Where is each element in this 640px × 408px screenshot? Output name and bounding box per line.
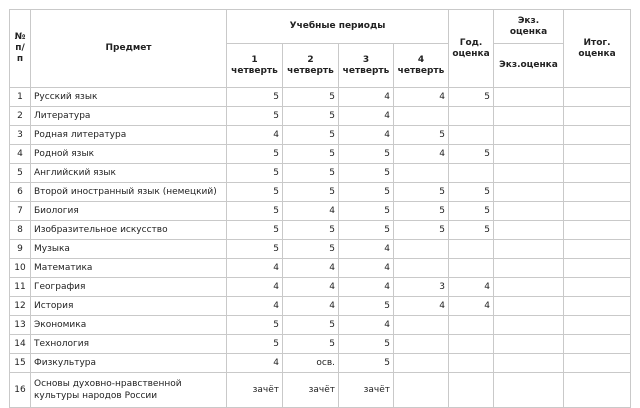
quarter-3-grade: 5 [339,164,394,183]
quarter-1-grade: 5 [227,202,283,221]
quarter-2-grade: 4 [283,202,339,221]
subject-cell: Второй иностранный язык (немецкий) [31,183,227,202]
year-grade: 4 [449,297,494,316]
exam-grade [494,164,564,183]
final-grade [564,164,631,183]
year-grade [449,107,494,126]
quarter-2-grade: 5 [283,240,339,259]
quarter-1-grade: 5 [227,240,283,259]
exam-grade [494,297,564,316]
year-grade: 5 [449,88,494,107]
year-grade [449,373,494,408]
quarter-2-grade: 4 [283,297,339,316]
final-grade-header: Итог. оценка [564,10,631,88]
quarter-1-grade: 5 [227,145,283,164]
table-row [10,145,631,164]
quarter-1-grade: 4 [227,354,283,373]
quarter-3-grade: 4 [339,240,394,259]
table-row [10,126,631,145]
quarter-4-grade [394,164,449,183]
quarter-3-grade: 4 [339,259,394,278]
quarter-2-grade: 5 [283,221,339,240]
subject-cell: География [31,278,227,297]
quarter-4-grade [394,373,449,408]
row-number: 10 [10,259,31,278]
final-grade [564,88,631,107]
table-row [10,278,631,297]
quarter-2-grade: 5 [283,107,339,126]
quarter-3-grade: 4 [339,278,394,297]
quarter-4-grade: 4 [394,297,449,316]
quarter-2-grade: 5 [283,335,339,354]
row-number: 9 [10,240,31,259]
quarter-3-grade: 4 [339,88,394,107]
quarter-4-grade: 5 [394,183,449,202]
year-grade: 4 [449,278,494,297]
year-grade [449,316,494,335]
year-grade [449,354,494,373]
table-row [10,240,631,259]
row-number: 13 [10,316,31,335]
quarter-4-grade: 4 [394,145,449,164]
table-row [10,335,631,354]
quarter-3-grade: 4 [339,316,394,335]
quarter-4-grade: 5 [394,126,449,145]
row-number: 7 [10,202,31,221]
final-grade [564,373,631,408]
final-grade [564,107,631,126]
final-grade [564,297,631,316]
quarter-1-grade: 5 [227,107,283,126]
quarter-4-grade: 5 [394,202,449,221]
num-header: № п/ п [10,10,31,88]
exam-grade [494,126,564,145]
exam-grade [494,354,564,373]
subject-cell: Математика [31,259,227,278]
quarter-3-grade: 4 [339,107,394,126]
quarter-2-grade: 5 [283,145,339,164]
final-grade [564,278,631,297]
quarter-2-grade: 5 [283,316,339,335]
quarter-1-grade: 5 [227,183,283,202]
row-number: 11 [10,278,31,297]
subject-cell: Русский язык [31,88,227,107]
final-grade [564,126,631,145]
exam-grade [494,221,564,240]
subject-cell: Биология [31,202,227,221]
quarter-2-grade: осв. [283,354,339,373]
exam-grade [494,183,564,202]
year-grade [449,164,494,183]
year-grade: 5 [449,221,494,240]
quarter-1-grade: 5 [227,164,283,183]
year-grade [449,126,494,145]
row-number: 5 [10,164,31,183]
quarter-3-grade: 5 [339,335,394,354]
quarter-4-grade [394,335,449,354]
exam-grade-header: Экз. оценка [494,10,564,44]
table-row [10,373,631,408]
final-grade [564,221,631,240]
exam-grade [494,145,564,164]
quarter-1-grade: 5 [227,335,283,354]
table-row [10,259,631,278]
table-row [10,107,631,126]
year-grade: 5 [449,202,494,221]
quarter-1-grade: 4 [227,126,283,145]
exam-grade [494,88,564,107]
quarter-3-grade: 4 [339,126,394,145]
exam-grade [494,240,564,259]
quarter-4-grade [394,259,449,278]
subject-header: Предмет [31,10,227,88]
grades-table [9,9,631,408]
exam-grade [494,373,564,408]
table-row [10,202,631,221]
quarter-4-grade [394,240,449,259]
quarter-4-grade: 3 [394,278,449,297]
final-grade [564,335,631,354]
quarter-2-header: 2 четверть [283,44,339,88]
quarter-4-grade: 5 [394,221,449,240]
quarter-4-grade [394,107,449,126]
quarter-2-grade: 5 [283,126,339,145]
year-grade: 5 [449,183,494,202]
exam-grade [494,278,564,297]
quarter-3-grade: 5 [339,221,394,240]
final-grade [564,240,631,259]
grades-body [10,88,631,408]
quarter-1-grade: 4 [227,297,283,316]
quarter-3-grade: 5 [339,145,394,164]
quarter-3-grade: 5 [339,183,394,202]
quarter-1-grade: зачёт [227,373,283,408]
quarter-4-header: 4 четверть [394,44,449,88]
table-row [10,164,631,183]
table-row [10,354,631,373]
quarter-2-grade: 5 [283,88,339,107]
quarter-1-grade: 5 [227,88,283,107]
final-grade [564,354,631,373]
exam-sub-header: Экз.оценка [494,44,564,88]
quarter-1-grade: 5 [227,221,283,240]
subject-cell: Родной язык [31,145,227,164]
row-number: 2 [10,107,31,126]
quarter-2-grade: зачёт [283,373,339,408]
subject-cell: Основы духовно-нравственной культуры народов России [31,373,227,408]
subject-cell: Музыка [31,240,227,259]
row-number: 6 [10,183,31,202]
grades-table-container [9,9,631,408]
final-grade [564,145,631,164]
quarter-4-grade: 4 [394,88,449,107]
year-grade: 5 [449,145,494,164]
final-grade [564,259,631,278]
subject-cell: Родная литература [31,126,227,145]
table-row [10,316,631,335]
row-number: 3 [10,126,31,145]
quarter-2-grade: 4 [283,278,339,297]
table-row [10,88,631,107]
periods-header: Учебные периоды [227,10,449,44]
exam-grade [494,335,564,354]
year-grade-header: Год. оценка [449,10,494,88]
row-number: 8 [10,221,31,240]
exam-grade [494,202,564,221]
header-row-top [10,10,631,44]
quarter-2-grade: 5 [283,164,339,183]
subject-cell: Английский язык [31,164,227,183]
quarter-1-header: 1 четверть [227,44,283,88]
quarter-4-grade [394,354,449,373]
row-number: 4 [10,145,31,164]
table-row [10,183,631,202]
exam-grade [494,107,564,126]
row-number: 16 [10,373,31,408]
year-grade [449,259,494,278]
quarter-2-grade: 5 [283,183,339,202]
quarter-2-grade: 4 [283,259,339,278]
quarter-1-grade: 5 [227,316,283,335]
subject-cell: Экономика [31,316,227,335]
subject-cell: Технология [31,335,227,354]
exam-grade [494,259,564,278]
row-number: 1 [10,88,31,107]
quarter-1-grade: 4 [227,278,283,297]
row-number: 15 [10,354,31,373]
quarter-1-grade: 4 [227,259,283,278]
year-grade [449,335,494,354]
row-number: 12 [10,297,31,316]
subject-cell: Изобразительное искусство [31,221,227,240]
subject-cell: Литература [31,107,227,126]
quarter-3-header: 3 четверть [339,44,394,88]
row-number: 14 [10,335,31,354]
quarter-3-grade: 5 [339,202,394,221]
exam-grade [494,316,564,335]
final-grade [564,202,631,221]
table-row [10,297,631,316]
quarter-3-grade: 5 [339,354,394,373]
subject-cell: История [31,297,227,316]
year-grade [449,240,494,259]
table-row [10,221,631,240]
subject-cell: Физкультура [31,354,227,373]
quarter-4-grade [394,316,449,335]
quarter-3-grade: зачёт [339,373,394,408]
final-grade [564,183,631,202]
final-grade [564,316,631,335]
quarter-3-grade: 5 [339,297,394,316]
